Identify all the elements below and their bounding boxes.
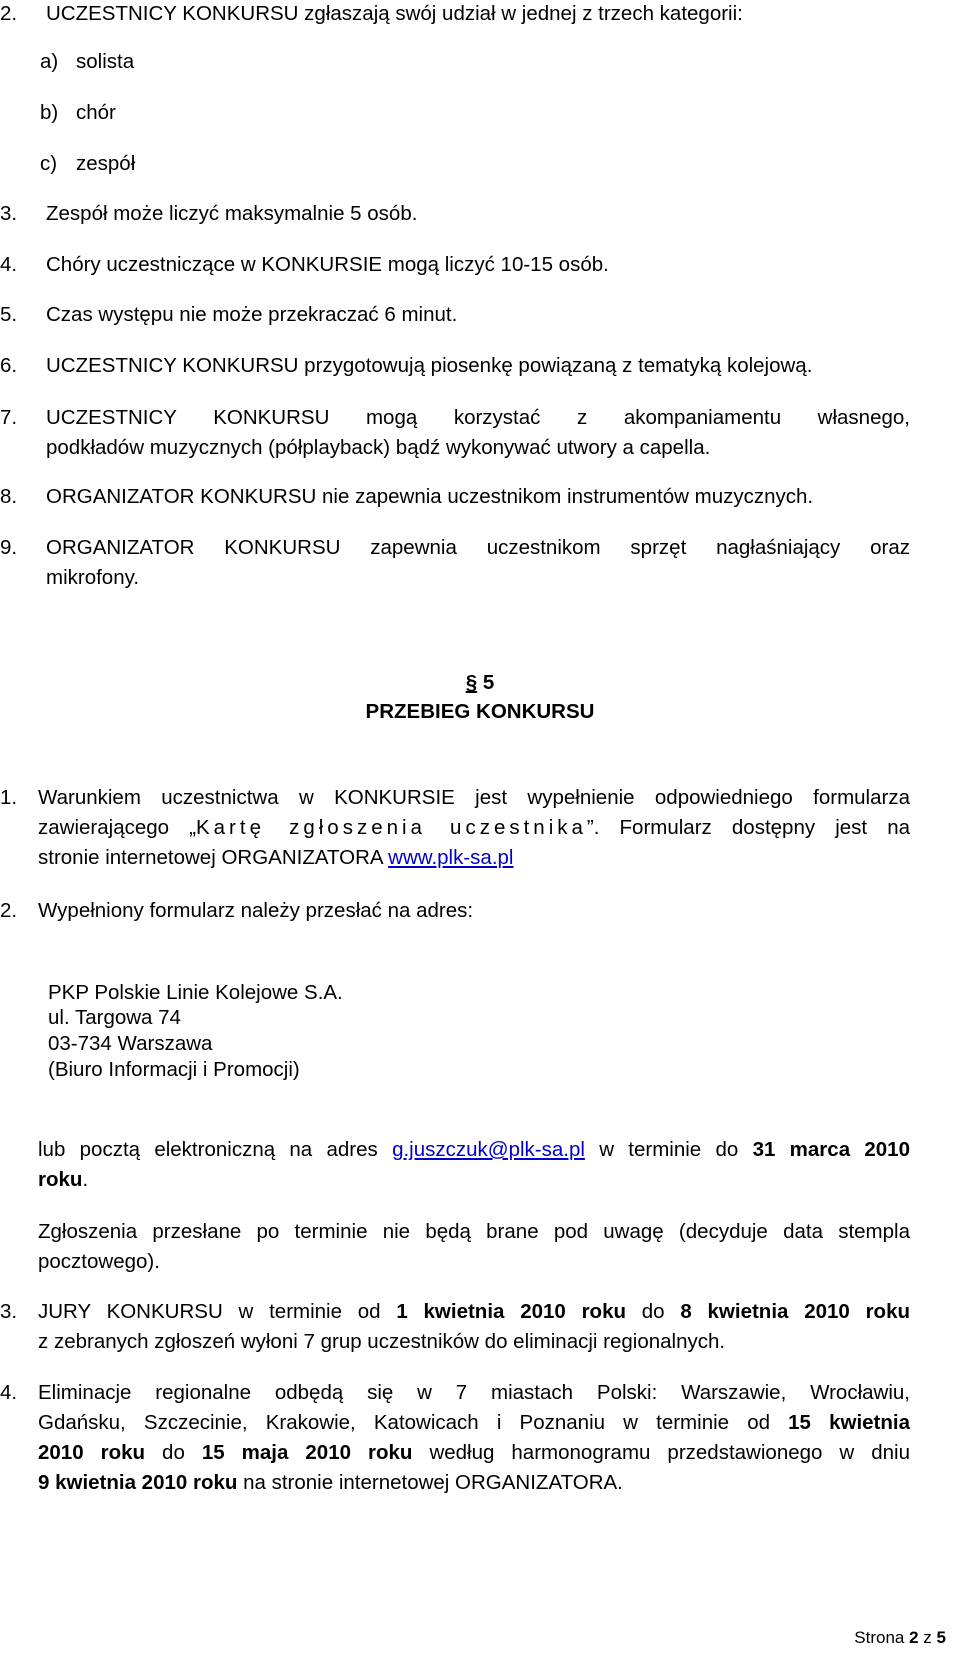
list-item-text bbox=[38, 1411, 910, 1435]
list-item-text bbox=[38, 816, 910, 840]
section-number-value: 5 bbox=[482, 671, 495, 694]
date-bold: 1 kwietnia 2010 roku bbox=[396, 1300, 626, 1323]
section-number bbox=[0, 671, 960, 695]
sublist-letter: a) bbox=[40, 50, 59, 73]
sublist-item-text: solista bbox=[76, 50, 135, 73]
text-span: do bbox=[626, 1300, 681, 1323]
text-span: do bbox=[145, 1441, 202, 1464]
text-span: w terminie do bbox=[584, 1138, 753, 1161]
website-link[interactable]: www.plk-sa.pl bbox=[388, 846, 514, 869]
list-item-text: ORGANIZATOR KONKURSU nie zapewnia uczestnikom instrumentów muzycznych. bbox=[46, 485, 814, 508]
date-bold: 15 kwietnia bbox=[788, 1411, 910, 1434]
sublist-item-text: zespół bbox=[76, 152, 136, 175]
list-item-text: Zespół może liczyć maksymalnie 5 osób. bbox=[46, 202, 418, 225]
list-number: 9. bbox=[0, 536, 18, 559]
section-symbol: § bbox=[465, 671, 478, 694]
late-notice: pocztowego). bbox=[38, 1250, 160, 1273]
list-item-text: mikrofony. bbox=[46, 566, 140, 589]
list-item-text: podkładów muzycznych (półplayback) bądź wykonywać utwory a capella. bbox=[46, 436, 711, 459]
list-number: 2. bbox=[0, 899, 18, 922]
address-line: ul. Targowa 74 bbox=[48, 1006, 181, 1029]
section-title: PRZEBIEG KONKURSU bbox=[365, 700, 595, 723]
list-number: 5. bbox=[0, 303, 18, 326]
list-item-text: ORGANIZATOR KONKURSU zapewnia uczestnikom sprzęt nagłaśniający oraz bbox=[46, 536, 910, 559]
list-item-text: Wypełniony formularz należy przesłać na adres: bbox=[38, 899, 474, 922]
list-item-text: UCZESTNICY KONKURSU przygotowują piosenkę powiązaną z tematyką kolejową. bbox=[46, 354, 813, 377]
list-item-text bbox=[38, 1300, 910, 1324]
deadline-date: 31 marca 2010 bbox=[752, 1138, 910, 1161]
page-number: 2 bbox=[909, 1628, 919, 1647]
text-span: . bbox=[82, 1168, 89, 1191]
list-number: 6. bbox=[0, 354, 18, 377]
text-span: stronie internetowej ORGANIZATORA bbox=[38, 846, 389, 869]
list-item-text: Eliminacje regionalne odbędą się w 7 miastach Polski: Warszawie, Wrocławiu, bbox=[38, 1381, 910, 1404]
late-notice: Zgłoszenia przesłane po terminie nie będą brane pod uwagę (decyduje data stempla bbox=[38, 1220, 910, 1243]
list-item-text bbox=[38, 846, 513, 870]
footer-label: Strona bbox=[854, 1628, 910, 1647]
email-paragraph bbox=[38, 1138, 910, 1162]
list-item-text: UCZESTNICY KONKURSU mogą korzystać z akompaniamentu własnego, bbox=[46, 406, 910, 429]
date-bold: 15 maja 2010 roku bbox=[201, 1441, 413, 1464]
sublist-letter: c) bbox=[40, 152, 58, 175]
text-span: lub pocztą elektroniczną na adres bbox=[38, 1138, 393, 1161]
deadline-date: roku bbox=[38, 1168, 83, 1191]
list-item-text bbox=[38, 1441, 910, 1465]
list-number: 2. bbox=[0, 2, 18, 25]
list-item-text: z zebranych zgłoszeń wyłoni 7 grup uczestników do eliminacji regionalnych. bbox=[38, 1330, 726, 1353]
date-bold: 8 kwietnia 2010 roku bbox=[680, 1300, 910, 1323]
page-footer bbox=[854, 1628, 946, 1648]
list-number: 3. bbox=[0, 202, 18, 225]
list-number: 4. bbox=[0, 1381, 18, 1404]
spaced-form-name: Kartę zgłoszenia uczestnika bbox=[195, 816, 587, 839]
list-number: 3. bbox=[0, 1300, 18, 1323]
list-item-text: Warunkiem uczestnictwa w KONKURSIE jest wypełnienie odpowiedniego formularza bbox=[38, 786, 910, 809]
sublist-letter: b) bbox=[40, 101, 59, 124]
text-span: na stronie internetowej ORGANIZATORA. bbox=[237, 1471, 623, 1494]
text-span: zawierającego „ bbox=[38, 816, 196, 839]
list-number: 4. bbox=[0, 253, 18, 276]
text-span: Gdańsku, Szczecinie, Krakowie, Katowicach i Poznaniu w terminie od bbox=[38, 1411, 789, 1434]
email-link[interactable]: g.juszczuk@plk-sa.pl bbox=[392, 1138, 585, 1161]
sublist-item-text: chór bbox=[76, 101, 116, 124]
address-line: PKP Polskie Linie Kolejowe S.A. bbox=[48, 981, 343, 1004]
date-bold: 2010 roku bbox=[38, 1441, 146, 1464]
text-span: JURY KONKURSU w terminie od bbox=[38, 1300, 397, 1323]
date-bold: 9 kwietnia 2010 roku bbox=[38, 1471, 238, 1494]
list-item-text: Czas występu nie może przekraczać 6 minut. bbox=[46, 303, 458, 326]
address-line: (Biuro Informacji i Promocji) bbox=[48, 1058, 300, 1081]
list-item-text: UCZESTNICY KONKURSU zgłaszają swój udział w jednej z trzech kategorii: bbox=[46, 2, 743, 25]
list-item-text bbox=[38, 1471, 623, 1495]
list-number: 7. bbox=[0, 406, 18, 429]
list-number: 1. bbox=[0, 786, 18, 809]
footer-sep: z bbox=[918, 1628, 937, 1647]
text-span: według harmonogramu przedstawionego w dniu bbox=[412, 1441, 910, 1464]
address-line: 03-734 Warszawa bbox=[48, 1032, 213, 1055]
email-paragraph bbox=[38, 1168, 88, 1192]
list-item-text: Chóry uczestniczące w KONKURSIE mogą liczyć 10-15 osób. bbox=[46, 253, 609, 276]
text-span: ”. Formularz dostępny jest na bbox=[586, 816, 910, 839]
page-total: 5 bbox=[936, 1628, 946, 1647]
list-number: 8. bbox=[0, 485, 18, 508]
